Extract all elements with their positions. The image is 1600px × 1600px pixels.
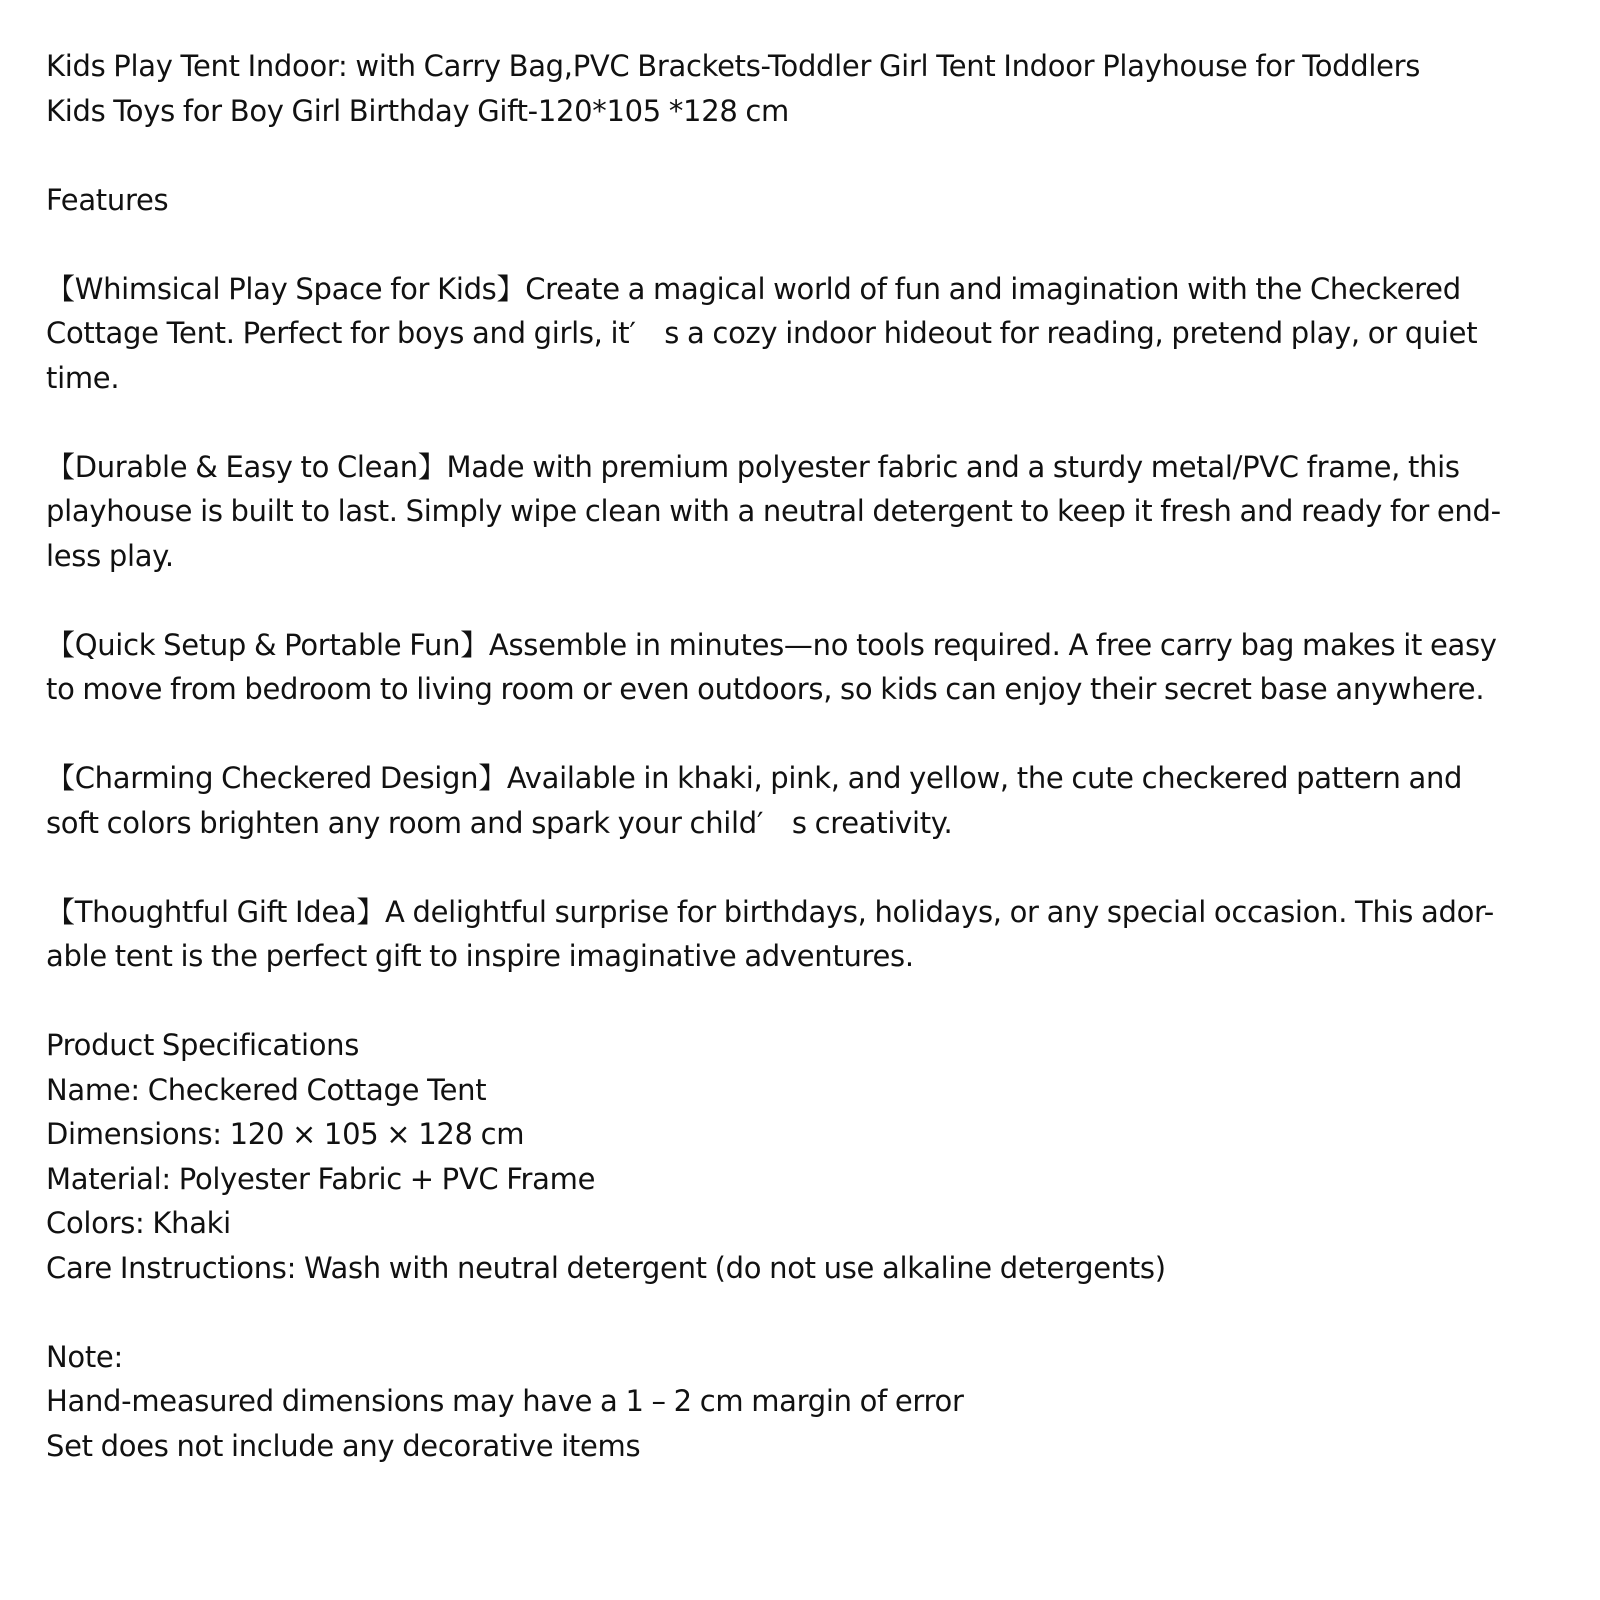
product-specifications [46, 1023, 1566, 1290]
feature-paragraph-quick-setup [46, 623, 1566, 712]
product-title-line: Kids Toys for Boy Girl Birthday Gift-120*105 *128 cm [46, 93, 790, 128]
features-heading-text: Features [46, 182, 169, 217]
feature-line: able tent is the perfect gift to inspire imaginative adventures. [46, 939, 914, 973]
note-heading: Note: [46, 1339, 123, 1374]
feature-line: 【Whimsical Play Space for Kids】Create a magical world of fun and imagination with the Checkered [46, 271, 1461, 306]
feature-line: soft colors brighten any room and spark your child′ s creativity. [46, 805, 953, 840]
feature-paragraph-durable-easy-clean [46, 445, 1566, 579]
features-heading [46, 178, 1566, 223]
note-item: Set does not include any decorative items [46, 1428, 641, 1463]
feature-line: 【Thoughtful Gift Idea】A delightful surprise for birthdays, holidays, or any special occasion. This ador- [46, 894, 1494, 929]
spec-dimensions: Dimensions: 120 × 105 × 128 cm [46, 1117, 525, 1151]
spec-name: Name: Checkered Cottage Tent [46, 1072, 487, 1107]
feature-line: 【Quick Setup & Portable Fun】Assemble in minutes—no tools required. A free carry bag makes it easy [46, 627, 1497, 662]
feature-line: to move from bedroom to living room or even outdoors, so kids can enjoy their secret base anywhere. [46, 672, 1485, 706]
feature-line: Cottage Tent. Perfect for boys and girls, it′ s a cozy indoor hideout for reading, pretend play, or quiet [46, 316, 1478, 350]
feature-paragraph-gift-idea [46, 890, 1566, 979]
feature-paragraph-whimsical-play-space [46, 267, 1566, 401]
spec-care-instructions: Care Instructions: Wash with neutral detergent (do not use alkaline detergents) [46, 1250, 1166, 1285]
feature-line: 【Charming Checkered Design】Available in khaki, pink, and yellow, the cute checkered pattern and [46, 761, 1463, 795]
specifications-heading: Product Specifications [46, 1028, 360, 1062]
feature-line: 【Durable & Easy to Clean】Made with premium polyester fabric and a sturdy metal/PVC frame, this [46, 449, 1460, 484]
note-item: Hand-measured dimensions may have a 1 – 2 cm margin of error [46, 1384, 964, 1418]
spec-material: Material: Polyester Fabric + PVC Frame [46, 1161, 596, 1196]
feature-line: time. [46, 360, 120, 395]
feature-line: playhouse is built to last. Simply wipe clean with a neutral detergent to keep it fresh and ready for end- [46, 494, 1501, 528]
spec-colors: Colors: Khaki [46, 1206, 231, 1240]
note-section [46, 1335, 1566, 1469]
feature-line: less play. [46, 538, 174, 573]
feature-paragraph-checkered-design [46, 756, 1566, 845]
product-title [46, 44, 1566, 133]
product-title-line: Kids Play Tent Indoor: with Carry Bag,PVC Brackets-Toddler Girl Tent Indoor Playhouse for Toddlers [46, 49, 1421, 83]
product-description [46, 44, 1566, 1513]
